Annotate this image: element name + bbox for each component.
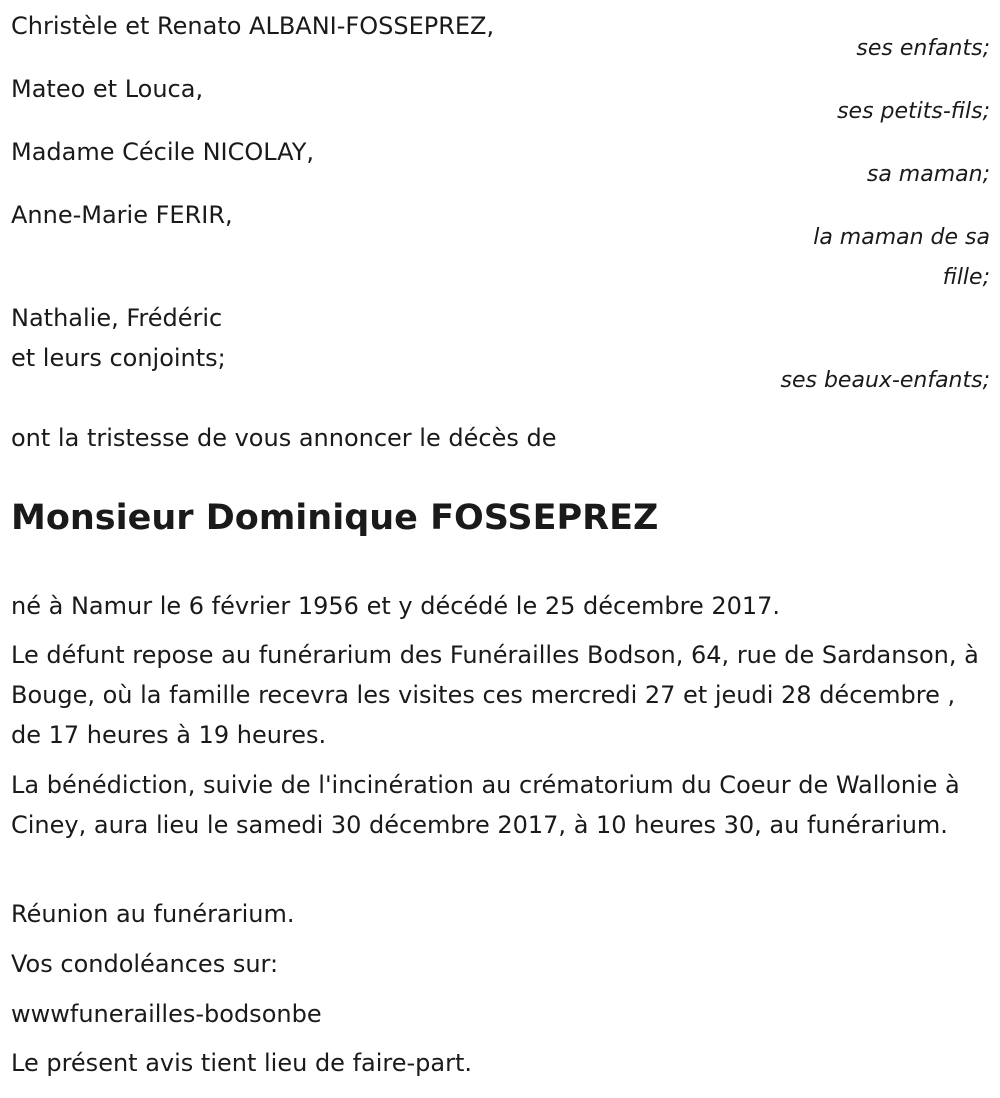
family-name-line: Nathalie, Frédéric [11,304,223,332]
family-role-line: ses beaux-enfants; [780,368,990,393]
reunion-paragraph: Réunion au funérarium. [11,900,295,928]
family-role-line: fille; [942,265,990,290]
family-name-line: et leurs conjoints; [11,344,226,372]
family-role-line: ses petits-fils; [837,99,990,124]
closing-paragraph: Le présent avis tient lieu de faire-part. [11,1049,473,1077]
birth-death-paragraph: né à Namur le 6 février 1956 et y décédé le 25 décembre 2017. [11,592,781,620]
family-role-line: sa maman; [866,162,990,187]
family-name-line: Anne-Marie FERIR, [11,201,233,229]
announcement-intro: ont la tristesse de vous annoncer le décès de [11,424,557,452]
ceremony-paragraph: La bénédiction, suivie de l'incinération au crématorium du Coeur de Wallonie à Ciney, aura lieu le samedi 30 décembre 2017, à 10 heures 30, au funérarium. [11,771,960,839]
deceased-name: Monsieur Dominique FOSSEPREZ [11,498,659,538]
family-role-line: ses enfants; [856,36,990,61]
website-text: wwwfunerailles-bodsonbe [11,1000,322,1028]
family-name-line: Madame Cécile NICOLAY, [11,138,315,166]
family-name-line: Christèle et Renato ALBANI-FOSSEPREZ, [11,12,495,40]
condolences-paragraph: Vos condoléances sur: [11,950,279,978]
viewing-paragraph: Le défunt repose au funérarium des Funérailles Bodson, 64, rue de Sardanson, à Bouge, où la famille recevra les visites ces mercredi 27 et jeudi 28 décembre , de 17 heures à 19 heures. [11,641,979,749]
family-name-line: Mateo et Louca, [11,75,204,103]
family-role-line: la maman de sa [813,225,990,250]
